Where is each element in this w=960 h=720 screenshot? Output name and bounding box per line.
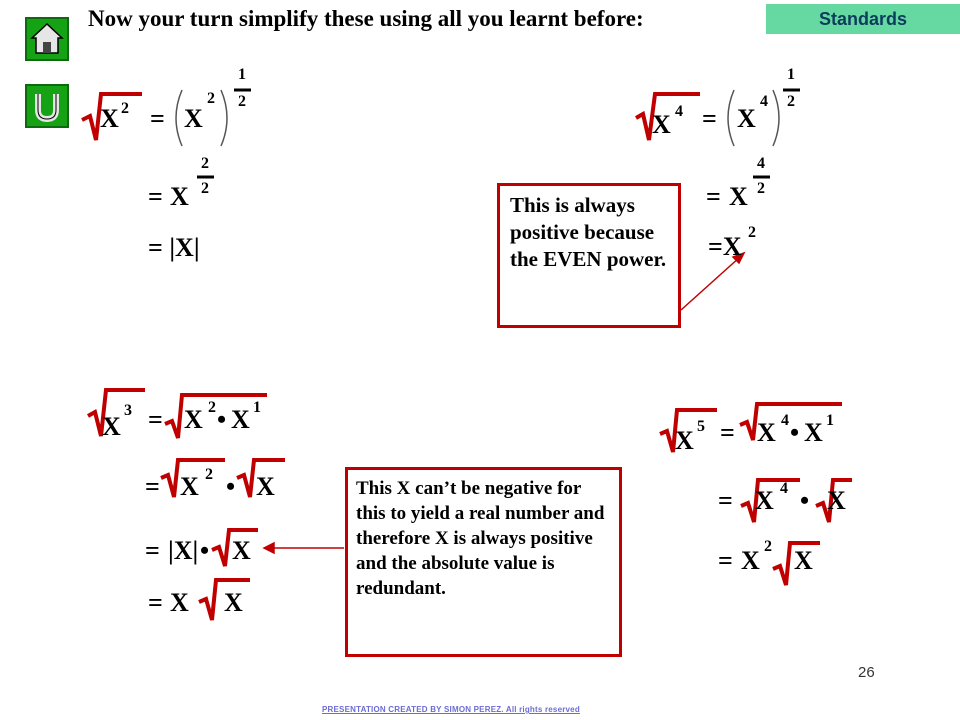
p1-step2-x: X bbox=[170, 182, 189, 211]
p2-result-exp: 2 bbox=[748, 224, 756, 241]
p2-inner-exp: 4 bbox=[760, 93, 768, 110]
p4-lhs-exp: 5 bbox=[697, 418, 705, 435]
p1-outer-num: 1 bbox=[238, 66, 246, 83]
p4-lhs-x: X bbox=[675, 426, 694, 455]
p4-step2-x: X bbox=[755, 486, 774, 515]
p2-step2-x: X bbox=[729, 182, 748, 211]
p2-step2-eq: = bbox=[706, 182, 721, 211]
p3-lhs-x: X bbox=[102, 412, 121, 441]
p4-rhs-x1: X bbox=[757, 418, 776, 447]
p3-step3-abs: |X| bbox=[168, 536, 199, 565]
p4-rhs-dot: • bbox=[790, 418, 800, 447]
p3-rhs-x1: X bbox=[184, 405, 203, 434]
p4-step2-dot: • bbox=[800, 486, 810, 515]
p3-lhs-exp: 3 bbox=[124, 402, 132, 419]
p4-step2-eq: = bbox=[718, 486, 733, 515]
p2-outer-den: 2 bbox=[787, 93, 795, 110]
p1-outer-den: 2 bbox=[238, 93, 246, 110]
p2-eq: = bbox=[702, 104, 717, 133]
p4-rhs-x2: X bbox=[804, 418, 823, 447]
p4-step3-x2: X bbox=[794, 546, 813, 575]
page-number: 26 bbox=[858, 664, 875, 681]
p4-step2-exp: 4 bbox=[780, 480, 788, 497]
p1-lhs-x: X bbox=[100, 104, 119, 133]
p3-step4-eq: = bbox=[148, 588, 163, 617]
arrow-even-power bbox=[681, 257, 740, 310]
p3-step4-x1: X bbox=[170, 588, 189, 617]
p2-step2-den: 2 bbox=[757, 180, 765, 197]
p3-step4-x2: X bbox=[224, 588, 243, 617]
p4-step3-exp: 2 bbox=[764, 538, 772, 555]
p1-inner-exp: 2 bbox=[207, 90, 215, 107]
p1-step2-den: 2 bbox=[201, 180, 209, 197]
p2-lhs-exp: 4 bbox=[675, 103, 683, 120]
p1-step2-eq: = bbox=[148, 182, 163, 211]
p3-step2-dot: • bbox=[226, 472, 236, 501]
p4-rhs-exp-b: 1 bbox=[826, 412, 834, 429]
p2-result: =X bbox=[708, 232, 742, 261]
p1-step2-num: 2 bbox=[201, 155, 209, 172]
p1-eq: = bbox=[150, 104, 165, 133]
p3-rhs-exp-a: 2 bbox=[208, 399, 216, 416]
p3-step3-eq: = bbox=[145, 536, 160, 565]
p4-step2-x2: X bbox=[827, 486, 846, 515]
p2-inner-x: X bbox=[737, 104, 756, 133]
p2-outer-num: 1 bbox=[787, 66, 795, 83]
note-absolute: This X can’t be negative for this to yield a real number and therefore X is always positive and the absolute value is redundant. bbox=[345, 467, 622, 657]
p2-lhs-x: X bbox=[652, 110, 671, 139]
p4-step3-x: X bbox=[741, 546, 760, 575]
paren-p2-right bbox=[773, 90, 779, 146]
p4-step3-eq: = bbox=[718, 546, 733, 575]
p3-eq: = bbox=[148, 405, 163, 434]
p3-step2-x: X bbox=[180, 472, 199, 501]
standards-button[interactable]: Standards bbox=[766, 4, 960, 34]
p1-result: = |X| bbox=[148, 233, 200, 262]
paren-p1-left bbox=[176, 90, 182, 146]
p3-rhs-exp-b: 1 bbox=[253, 399, 261, 416]
p3-step2-x2: X bbox=[256, 472, 275, 501]
footer-credit-link[interactable]: PRESENTATION CREATED BY SIMON PEREZ. All rights reserved bbox=[322, 705, 580, 714]
radical-p3-rhs bbox=[165, 395, 267, 438]
p4-rhs-exp-a: 4 bbox=[781, 412, 789, 429]
p1-lhs-exp: 2 bbox=[121, 100, 129, 117]
paren-p2-left bbox=[728, 90, 734, 146]
p3-rhs-x2: X bbox=[231, 405, 250, 434]
p4-eq: = bbox=[720, 418, 735, 447]
paren-p1-right bbox=[221, 90, 227, 146]
p3-step3-x: X bbox=[232, 536, 251, 565]
p3-rhs-dot: • bbox=[217, 405, 227, 434]
p3-step2-eq: = bbox=[145, 472, 160, 501]
p3-step2-exp: 2 bbox=[205, 466, 213, 483]
p3-step3-dot: • bbox=[200, 536, 210, 565]
note-even-power: This is always positive because the EVEN power. bbox=[497, 183, 681, 328]
p1-inner-x: X bbox=[184, 104, 203, 133]
p2-step2-num: 4 bbox=[757, 155, 765, 172]
slide-title: Now your turn simplify these using all you learnt before: bbox=[88, 6, 644, 31]
